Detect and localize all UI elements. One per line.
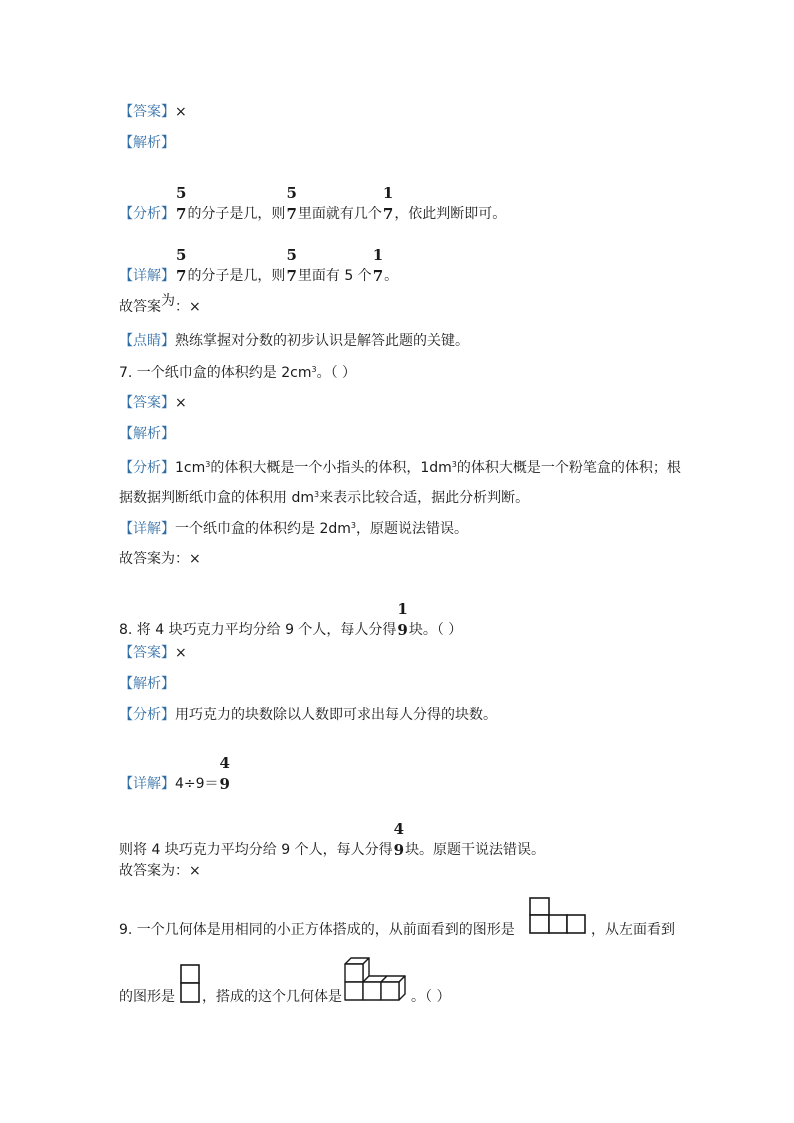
- answer-tag: 【答案】: [119, 645, 175, 661]
- q6-xiangjie-line: 【详解】 5 7 的分子是几，则 5 7 里面有 5 个 1 7 。: [119, 246, 399, 285]
- q6-dianjing-line: 【点睛】熟练掌握对分数的初步认识是解答此题的关键。: [119, 333, 469, 349]
- fraction-5-7: 5 7: [176, 246, 187, 285]
- fenxi-tag: 【分析】: [119, 206, 175, 222]
- q8-answer-line: [119, 644, 187, 662]
- q9-stem-line-2b: ，搭成的这个几何体是: [202, 989, 342, 1005]
- fraction-4-9: 4 9: [219, 754, 230, 793]
- fraction-1-7: 1 7: [372, 246, 384, 285]
- answer-mark: ×: [175, 645, 187, 661]
- q7-fenxi-line-1: 【分析】$1cm^3$的体积大概是一个小指头的体积，$1dm^3$的体积大概是一个粉笔盒的体积；根: [119, 460, 681, 476]
- fraction-1-9: 1 9: [397, 600, 408, 639]
- fraction-5-7: 5 7: [176, 184, 187, 223]
- q7-analysis-heading: [119, 425, 175, 443]
- q7-xiangjie-line: 【详解】一个纸巾盒的体积约是 $2dm^3$，原题说法错误。: [119, 521, 468, 537]
- analysis-tag: 【解析】: [119, 426, 175, 442]
- q8-stem: 8. 将 4 块巧克力平均分给 9 个人，每人分得 1 9 块。（ ）: [119, 600, 463, 639]
- answer-tag: 【答案】: [119, 104, 175, 120]
- left-view-figure: [180, 964, 201, 1004]
- q9-stem-line-1: 9. 一个几何体是用相同的小正方体搭成的，从前面看到的图形是: [119, 922, 515, 938]
- analysis-tag: 【解析】: [119, 135, 175, 151]
- q6-conclusion: 故答案为：×: [119, 293, 201, 315]
- xiangjie-tag: 【详解】: [119, 521, 175, 537]
- q9-stem-line-1b: ，从左面看到: [591, 922, 675, 938]
- solid-figure: [343, 957, 411, 1004]
- q6-analysis-heading: [119, 134, 175, 152]
- xiangjie-tag: 【详解】: [119, 776, 175, 792]
- q8-fenxi-line: 【分析】用巧克力的块数除以人数即可求出每人分得的块数。: [119, 707, 497, 723]
- fenxi-tag: 【分析】: [119, 707, 175, 723]
- q8-xiangjie-line: 【详解】4÷9＝ 4 9: [119, 754, 230, 793]
- q8-analysis-heading: [119, 675, 175, 693]
- front-view-figure: [529, 897, 587, 935]
- analysis-tag: 【解析】: [119, 676, 175, 692]
- q8-detail-line: 则将 4 块巧克力平均分给 9 个人，每人分得 4 9 块。原题干说法错误。: [119, 820, 546, 859]
- answer-mark: ×: [175, 104, 187, 120]
- q7-fenxi-line-2: 据数据判断纸巾盒的体积用 $dm^3$来表示比较合适，据此分析判断。: [119, 490, 530, 506]
- dianjing-tag: 【点睛】: [119, 333, 175, 349]
- xiangjie-tag: 【详解】: [119, 268, 175, 284]
- fraction-5-7: 5 7: [286, 184, 297, 223]
- fraction-4-9: 4 9: [393, 820, 405, 859]
- q7-conclusion: 故答案为：×: [119, 551, 201, 567]
- q9-stem-line-2a: 的图形是: [119, 989, 175, 1005]
- q7-answer-line: [119, 394, 187, 412]
- q9-stem-line-2c: 。（ ）: [411, 989, 451, 1005]
- fraction-1-7: 1 7: [382, 184, 394, 223]
- q6-answer-line: [119, 103, 187, 121]
- answer-mark: ×: [175, 395, 187, 411]
- fraction-5-7: 5 7: [286, 246, 297, 285]
- fenxi-tag: 【分析】: [119, 460, 175, 476]
- answer-tag: 【答案】: [119, 395, 175, 411]
- q8-conclusion: 故答案为：×: [119, 863, 201, 879]
- q6-fenxi-line: 【分析】 5 7 的分子是几，则 5 7 里面就有几个 1 7 ，依此判断即可。: [119, 184, 507, 223]
- q7-stem: 7. 一个纸巾盒的体积约是 $2cm^3$。（ ）: [119, 365, 357, 381]
